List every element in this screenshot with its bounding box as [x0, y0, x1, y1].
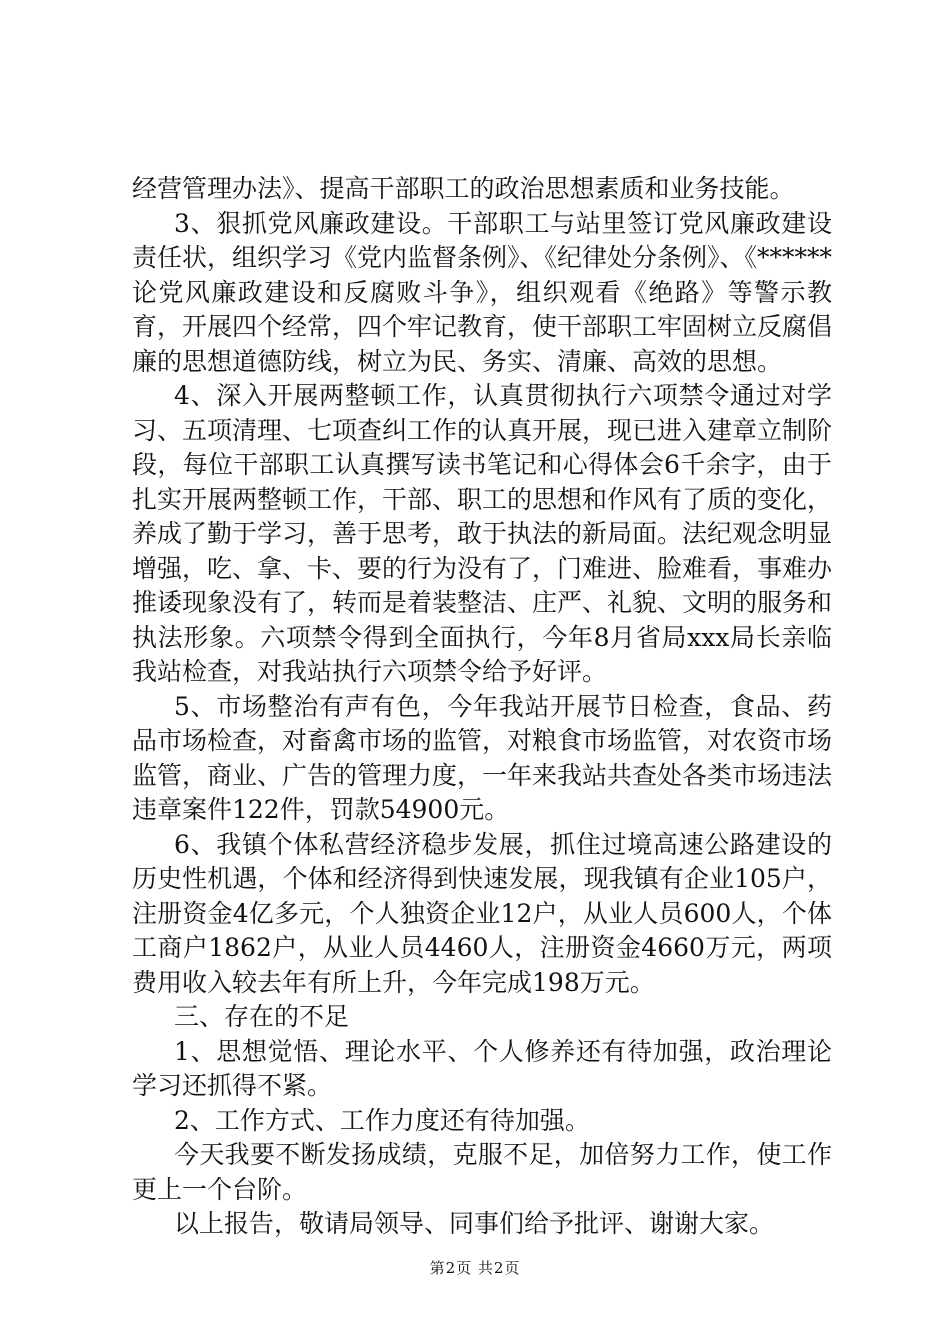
paragraph: 经营管理办法》、提高干部职工的政治思想素质和业务技能。 — [132, 174, 795, 203]
paragraph: 2、工作方式、工作力度还有待加强。 — [174, 1105, 590, 1135]
paragraph: 1、思想觉悟、理论水平、个人修养还有待加强，政治理论学习还抓得不紧。 — [132, 1036, 832, 1100]
paragraph: 以上报告，敬请局领导、同事们给予批评、谢谢大家。 — [174, 1209, 775, 1238]
page-footer: 第2页 共2页 — [429, 1259, 521, 1277]
section-heading: 三、存在的不足 — [174, 1002, 350, 1031]
paragraph: 3、狠抓党风廉政建设。干部职工与站里签订党风廉政建设责任状，组织学习《党内监督条例》、《纪律处分条例》、《******论党风廉政建设和反腐败斗争》，组织观看《绝路》等警示教育，开展四个经常，四个牢记教育，使干部职工牢固树立反腐倡廉的思想道德防线，树立为民、务实、清廉、高效的思想。 — [132, 208, 833, 376]
paragraph: 今天我要不断发扬成绩，克服不足，加倍努力工作，使工作更上一个台阶。 — [132, 1140, 832, 1204]
paragraph: 4、深入开展两整顿工作，认真贯彻执行六项禁令通过对学习、五项清理、七项查纠工作的认真开展，现已进入建章立制阶段，每位干部职工认真撰写读书笔记和心得体会6千余字，由于扎实开展两整顿工作，干部、职工的思想和作风有了质的变化，养成了勤于学习，善于思考，敢于执法的新局面。法纪观念明显增强，吃、拿、卡、要的行为没有了，门难进、脸难看，事难办推诿现象没有了，转而是着装整洁、庄严、礼貌、文明的服务和执法形象。六项禁令得到全面执行，今年8月省局xxx局长亲临我站检查，对我站执行六项禁令给予好评。 — [132, 381, 833, 686]
document-body — [132, 172, 832, 1242]
paragraph: 5、市场整治有声有色，今年我站开展节日检查，食品、药品市场检查，对畜禽市场的监管，对粮食市场监管，对农资市场监管，商业、广告的管理力度，一年来我站共查处各类市场违法违章案件122件，罚款54900元。 — [132, 691, 833, 824]
paragraph: 6、我镇个体私营经济稳步发展，抓住过境高速公路建设的历史性机遇，个体和经济得到快速发展，现我镇有企业105户，注册资金4亿多元，个人独资企业12户，从业人员600人，个体工商户1862户，从业人员4460人，注册资金4660万元，两项费用收入较去年有所上升，今年完成198万元。 — [132, 829, 832, 997]
